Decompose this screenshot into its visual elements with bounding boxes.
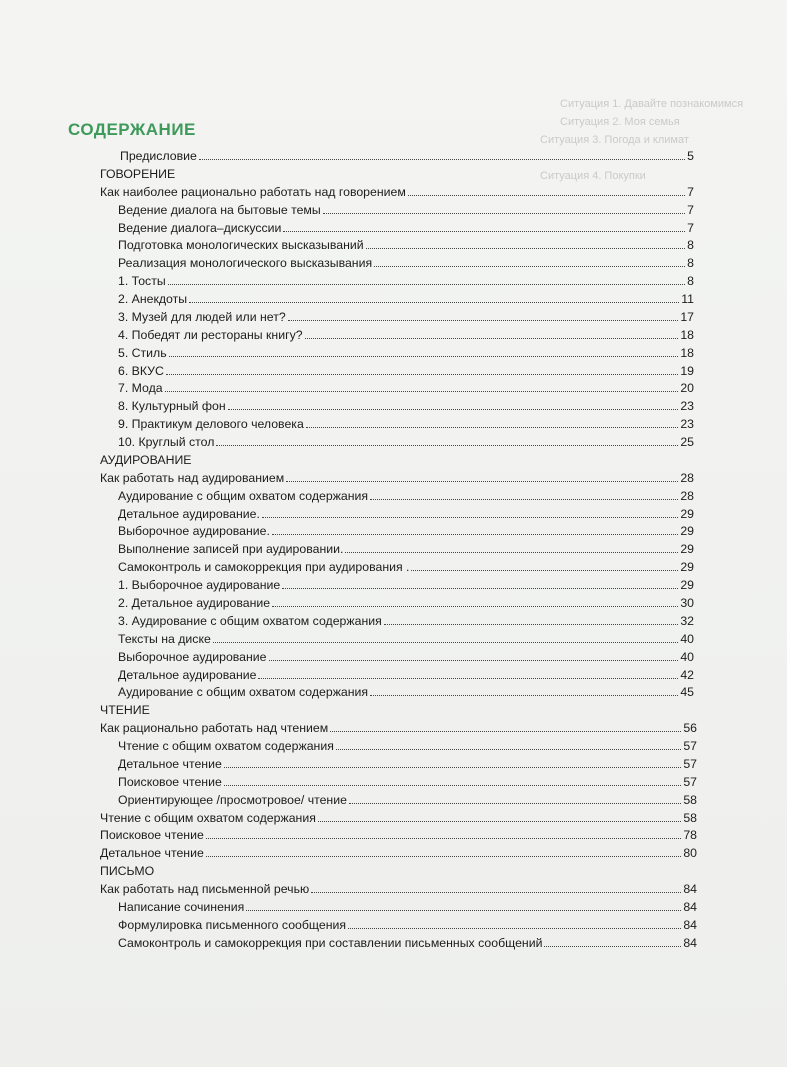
toc-entry[interactable] [118, 681, 694, 699]
dot-leader [336, 749, 681, 750]
toc-entry-title: 1. Выборочное аудирование [118, 578, 281, 593]
dot-leader [370, 695, 678, 696]
dot-leader [345, 552, 678, 553]
toc-entry-title: 4. Победят ли рестораны книгу? [118, 327, 303, 342]
toc-entry-page-number: 84 [683, 917, 697, 932]
toc-entry-title: Выборочное аудирование. [118, 524, 270, 539]
toc-entry-title: Предисловие [120, 149, 197, 163]
dot-leader [366, 248, 686, 249]
dot-leader [305, 338, 679, 339]
dot-leader [168, 284, 685, 285]
toc-entry-page-number: 84 [683, 882, 697, 897]
toc-entry-page-number: 18 [680, 345, 694, 360]
toc-entry-title: 8. Культурный фон [118, 399, 226, 414]
toc-entry-page-number: 23 [680, 417, 694, 432]
toc-entry-title: 7. Мода [118, 381, 163, 396]
toc-entry-title: 10. Круглый стол [118, 435, 215, 450]
dot-leader [189, 302, 679, 303]
toc-entry[interactable] [118, 914, 697, 932]
toc-entry-page-number: 30 [680, 596, 694, 610]
dot-leader [306, 427, 679, 428]
toc-entry[interactable] [118, 932, 697, 950]
toc-entry-title: Тексты на диске [118, 631, 211, 646]
toc-entry-page-number: 58 [683, 810, 697, 825]
toc-entry-title: 9. Практикум делового человека [118, 417, 304, 432]
toc-entry-page-number: 7 [687, 184, 694, 199]
toc-entry-page-number: 23 [680, 399, 694, 414]
toc-entry-title: Поисковое чтение [118, 774, 222, 789]
toc-entry-page-number: 25 [680, 435, 694, 450]
toc-entry-page-number: 19 [680, 363, 694, 378]
toc-entry-title: Написание сочинения [118, 899, 245, 914]
toc-entry[interactable] [118, 431, 694, 449]
toc-entry-title: Как рационально работать над чтением [100, 721, 329, 736]
toc-entry-page-number: 29 [680, 524, 694, 539]
dot-leader [330, 731, 681, 732]
toc-entry-title: 6. ВКУС [118, 363, 164, 378]
toc-entry-page-number: 20 [680, 381, 694, 396]
toc-entry[interactable] [118, 324, 694, 342]
toc-entry[interactable] [100, 824, 697, 842]
dot-leader [262, 517, 678, 518]
dot-leader [228, 409, 679, 410]
bleed-through-text: Ситуация 3. Погода и климат [540, 134, 689, 146]
dot-leader [169, 356, 679, 357]
toc-entry[interactable] [118, 306, 694, 324]
toc-entry-title: Детальное аудирование [118, 667, 257, 682]
toc-entry[interactable] [118, 288, 694, 306]
toc-entry-page-number: 84 [683, 935, 697, 950]
toc-entry[interactable] [118, 234, 694, 252]
page-title: СОДЕРЖАНИЕ [68, 120, 196, 139]
toc-entry[interactable] [100, 878, 697, 896]
toc-entry[interactable] [118, 342, 694, 360]
toc-entry[interactable] [118, 556, 694, 574]
toc-entry-page-number: 78 [683, 828, 697, 843]
toc-entry[interactable] [100, 467, 694, 485]
toc-entry-page-number: 32 [680, 613, 694, 628]
dot-leader [283, 231, 685, 232]
toc-entry-page-number: 29 [680, 506, 694, 521]
toc-entry-page-number: 29 [680, 542, 694, 557]
toc-entry-page-number: 58 [683, 792, 697, 807]
dot-leader [311, 892, 681, 893]
toc-entry-title: Самоконтроль и самокоррекция при составлении письменных сообщений [118, 935, 543, 950]
dot-leader [288, 320, 679, 321]
toc-entry-page-number: 28 [680, 470, 694, 485]
toc-entry[interactable] [118, 485, 694, 503]
toc-entry[interactable] [118, 753, 697, 771]
toc-entry-page-number: 8 [687, 238, 694, 253]
toc-entry-title: Детальное чтение [118, 756, 222, 771]
toc-entry-title: Ориентирующее /просмотровое/ чтение [118, 792, 347, 807]
toc-entry-page-number: 57 [683, 774, 697, 789]
dot-leader [213, 642, 679, 643]
dot-leader [246, 910, 681, 911]
toc-entry-title: Выборочное аудирование [118, 649, 267, 664]
dot-leader [199, 159, 685, 160]
toc-entry-page-number: 84 [683, 899, 697, 914]
toc-entry[interactable] [118, 395, 694, 413]
toc-entry-title: Ведение диалога на бытовые темы [118, 202, 321, 217]
dot-leader [272, 534, 678, 535]
toc-entry-title: Аудирование с общим охватом содержания [118, 488, 369, 503]
toc-entry-title: 3. Аудирование с общим охватом содержания [118, 613, 382, 628]
dot-leader [318, 821, 681, 822]
toc-entry-page-number: 56 [683, 721, 697, 736]
toc-entry-page-number: 40 [680, 649, 694, 664]
dot-leader [165, 391, 679, 392]
dot-leader [224, 767, 682, 768]
toc-entry[interactable] [118, 538, 694, 556]
dot-leader [216, 445, 678, 446]
dot-leader [286, 481, 678, 482]
toc-entry-page-number: 29 [680, 560, 694, 575]
toc-entry-title: 5. Стиль [118, 345, 167, 360]
toc-entry[interactable] [118, 789, 697, 807]
dot-leader [269, 660, 679, 661]
toc-entry-title: Чтение с общим охватом содержания [100, 810, 316, 825]
dot-leader [258, 678, 678, 679]
dot-leader [411, 570, 678, 571]
toc-entry-page-number: 40 [680, 631, 694, 646]
dot-leader [206, 856, 682, 857]
dot-leader [224, 785, 682, 786]
dot-leader [384, 624, 679, 625]
toc-entry-page-number: 57 [683, 756, 697, 771]
toc-entry[interactable] [118, 252, 694, 270]
bleed-through-text: Ситуация 2. Моя семья [560, 116, 680, 128]
toc-entry-title: Поисковое чтение [100, 828, 204, 843]
toc-entry[interactable] [118, 520, 694, 538]
toc-entry-title: Ведение диалога–дискуссии [118, 220, 282, 235]
dot-leader [348, 928, 681, 929]
toc-entry[interactable] [118, 592, 694, 610]
toc-entry[interactable] [118, 217, 694, 235]
toc-entry[interactable] [118, 628, 694, 646]
dot-leader [323, 213, 685, 214]
toc-entry-title: 1. Тосты [118, 274, 166, 289]
toc-entry[interactable] [100, 842, 697, 860]
toc-entry-title: Детальное аудирование. [118, 506, 260, 521]
toc-entry-page-number: 8 [687, 274, 694, 289]
bleed-through-text: Ситуация 1. Давайте познакомимся [560, 98, 744, 110]
dot-leader [374, 266, 685, 267]
toc-entry-title: Как работать над аудированием [100, 470, 285, 485]
toc-entry[interactable] [118, 413, 694, 431]
toc-entry-page-number: 17 [680, 309, 694, 324]
toc-entry-title: Реализация монологического высказывания [118, 256, 373, 271]
toc-entry-title: Подготовка монологических высказываний [118, 238, 364, 253]
toc-entry[interactable] [100, 807, 697, 825]
toc-entry-page-number: 5 [687, 149, 694, 163]
toc-entry-page-number: 45 [680, 685, 694, 700]
toc-entry-page-number: 57 [683, 739, 697, 754]
toc-entry-page-number: 28 [680, 488, 694, 503]
toc-entry[interactable] [118, 360, 694, 378]
toc-entry[interactable] [118, 270, 694, 288]
dot-leader [544, 946, 681, 947]
toc-entry-page-number: 29 [680, 578, 694, 593]
toc-section-heading: АУДИРОВАНИЕ [100, 452, 192, 467]
bleed-through-text: Ситуация 4. Покупки [540, 170, 646, 182]
toc-entry[interactable] [118, 574, 694, 592]
toc-entry[interactable] [100, 717, 697, 735]
toc-entry[interactable] [118, 377, 694, 395]
toc-entry[interactable] [118, 610, 694, 628]
dot-leader [408, 195, 685, 196]
toc-entry[interactable] [118, 199, 694, 217]
toc-entry[interactable] [120, 145, 694, 163]
toc-entry-page-number: 18 [680, 327, 694, 342]
toc-entry-title: Детальное чтение [100, 846, 204, 861]
toc-entry-page-number: 42 [680, 667, 694, 682]
toc-entry-title: Формулировка письменного сообщения [118, 917, 347, 932]
toc-entry[interactable] [118, 664, 694, 682]
toc-entry[interactable] [118, 735, 697, 753]
dot-leader [272, 606, 678, 607]
toc-entry-title: 3. Музей для людей или нет? [118, 309, 286, 324]
dot-leader [349, 803, 681, 804]
toc-entry[interactable] [118, 503, 694, 521]
toc-entry-title: Аудирование с общим охватом содержания [118, 685, 369, 700]
toc-entry-title: Как работать над письменной речью [100, 882, 310, 897]
toc-entry-title: Как наиболее рационально работать над говорением [100, 184, 406, 199]
toc-entry-page-number: 11 [681, 292, 694, 307]
dot-leader [282, 588, 678, 589]
toc-entry-page-number: 80 [683, 846, 697, 861]
toc-entry-title: 2. Анекдоты [118, 292, 188, 307]
dot-leader [166, 374, 678, 375]
toc-entry[interactable] [118, 646, 694, 664]
toc-entry-title: 2. Детальное аудирование [118, 596, 271, 610]
dot-leader [370, 499, 678, 500]
dot-leader [206, 838, 682, 839]
toc-entry-title: Чтение с общим охватом содержания [118, 739, 334, 754]
toc-section-heading: ЧТЕНИЕ [100, 703, 150, 718]
toc-section-heading: ГОВОРЕНИЕ [100, 166, 176, 181]
toc-entry-title: Выполнение записей при аудировании. [118, 542, 344, 557]
toc-section-heading: ПИСЬМО [100, 864, 155, 879]
toc-entry[interactable] [118, 771, 697, 789]
toc-entry-page-number: 7 [687, 202, 694, 217]
toc-entry[interactable] [118, 896, 697, 914]
toc-entry-page-number: 7 [687, 220, 694, 235]
toc-entry-page-number: 8 [687, 256, 694, 271]
toc-entry-title: Самоконтроль и самокоррекция при аудирования . [118, 560, 410, 575]
toc-entry[interactable] [100, 181, 694, 199]
